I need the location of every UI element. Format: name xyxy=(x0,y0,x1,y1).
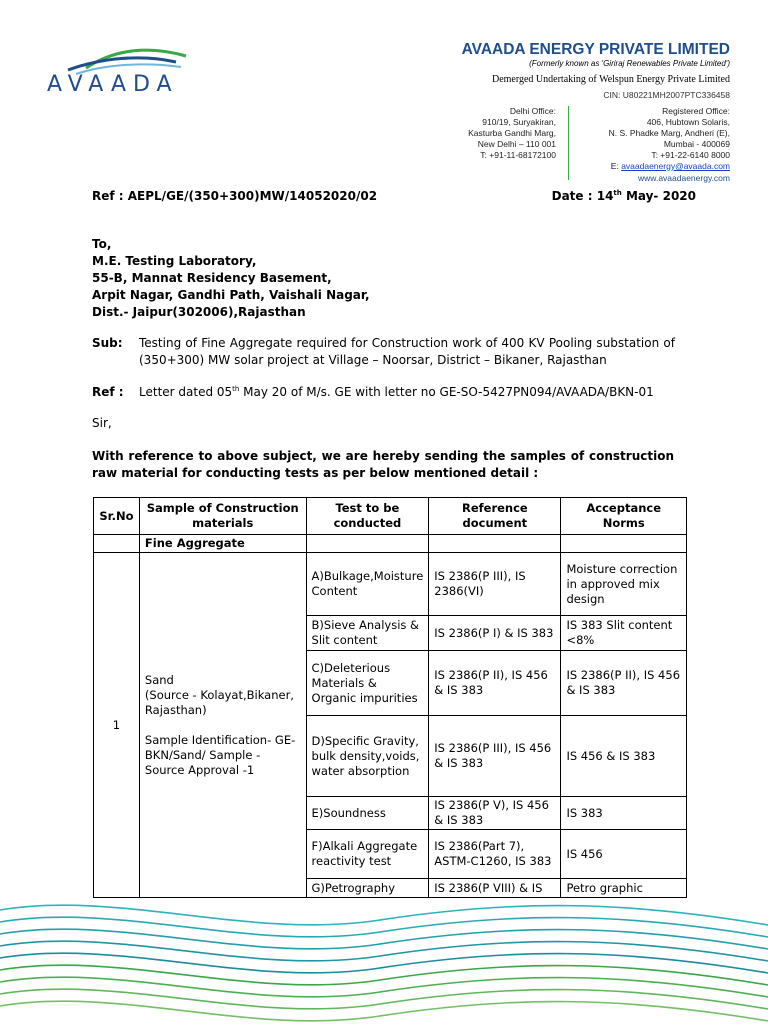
test-cell: F)Alkali Aggregate reactivity test xyxy=(306,830,429,879)
company-name: AVAADA ENERGY PRIVATE LIMITED xyxy=(461,41,730,58)
reference-cell: IS 2386(P VIII) & IS xyxy=(429,879,561,898)
reference-cell: IS 2386(Part 7), ASTM-C1260, IS 383 xyxy=(429,830,561,879)
test-cell: B)Sieve Analysis & Slit content xyxy=(306,616,429,651)
subject-text: Testing of Fine Aggregate required for Construction work of 400 KV Pooling substation of (350+300) MW solar project at Village – Noorsar, District – Bikaner, Rajasthan xyxy=(139,336,675,367)
header-sample: Sample of Construction materials xyxy=(139,498,306,535)
test-cell: G)Petrography xyxy=(306,879,429,898)
header-reference: Reference document xyxy=(429,498,561,535)
footer-wave-decoration xyxy=(0,880,768,1024)
materials-table xyxy=(93,497,687,898)
company-demerged: Demerged Undertaking of Welspun Energy Private Limited xyxy=(491,74,730,85)
company-formerly: (Formerly known as 'Giriraj Renewables Private Limited') xyxy=(529,59,730,68)
sr-no-cell: 1 xyxy=(94,553,140,898)
table-header-row xyxy=(94,498,687,535)
logo-wordmark: AVAADA xyxy=(47,72,179,97)
table-row xyxy=(94,553,687,616)
header-test: Test to be conducted xyxy=(306,498,429,535)
reference-cell: IS 2386(P III), IS 456 & IS 383 xyxy=(429,716,561,797)
office-divider xyxy=(568,106,569,180)
sample-cell: Sand (Source - Kolayat,Bikaner, Rajasthan) Sample Identification- GE-BKN/Sand/ Sample - Source Approval -1 xyxy=(139,553,306,898)
header-acceptance: Acceptance Norms xyxy=(561,498,687,535)
delhi-office-address: Delhi Office: 910/19, Suryakiran, Kasturba Gandhi Marg, New Delhi – 110 001 T: +91-11-68172100 xyxy=(468,106,556,160)
test-cell: D)Specific Gravity, bulk density,voids, water absorption xyxy=(306,716,429,797)
intro-paragraph: With reference to above subject, we are hereby sending the samples of construction raw material for conducting tests as per below mentioned detail : xyxy=(92,449,674,480)
norm-cell: Moisture correction in approved mix design xyxy=(561,553,687,616)
header-sr-no: Sr.No xyxy=(94,498,140,535)
norm-cell: IS 383 xyxy=(561,797,687,830)
test-cell: C)Deleterious Materials & Organic impurities xyxy=(306,651,429,716)
reference-cell: IS 2386(P III), IS 2386(VI) xyxy=(429,553,561,616)
email-link[interactable]: avaadaenergy@avaada.com xyxy=(621,161,730,171)
reference-cell: IS 2386(P II), IS 456 & IS 383 xyxy=(429,651,561,716)
letter-ref: Ref : AEPL/GE/(350+300)MW/14052020/02 xyxy=(92,189,378,203)
salutation: Sir, xyxy=(92,416,112,430)
norm-cell: IS 456 xyxy=(561,830,687,879)
category-row xyxy=(94,535,687,553)
reference-cell: IS 2386(P I) & IS 383 xyxy=(429,616,561,651)
reference-text: Letter dated 05th May 20 of M/s. GE with letter no GE-SO-5427PN094/AVAADA/BKN-01 xyxy=(139,385,654,399)
reference-cell: IS 2386(P V), IS 456 & IS 383 xyxy=(429,797,561,830)
website-link[interactable]: www.avaadaenergy.com xyxy=(638,173,730,183)
company-cin: CIN: U80221MH2007PTC336458 xyxy=(603,90,730,100)
test-cell: E)Soundness xyxy=(306,797,429,830)
norm-cell: IS 456 & IS 383 xyxy=(561,716,687,797)
test-cell: A)Bulkage,Moisture Content xyxy=(306,553,429,616)
category-label: Fine Aggregate xyxy=(139,535,306,553)
norm-cell: IS 383 Slit content <8% xyxy=(561,616,687,651)
norm-cell: IS 2386(P II), IS 456 & IS 383 xyxy=(561,651,687,716)
norm-cell: Petro graphic xyxy=(561,879,687,898)
reference-label: Ref : xyxy=(92,385,124,399)
subject-label: Sub: xyxy=(92,336,123,350)
letter-date: Date : 14th May- 2020 xyxy=(551,189,696,203)
registered-office-address: Registered Office: 406, Hubtown Solaris, N. S. Phadke Marg, Andheri (E), Mumbai - 400069 T: +91-22-6140 8000 E: avaadaenergy@avaada.com xyxy=(608,106,730,171)
recipient-address: To, M.E. Testing Laboratory, 55-B, Mannat Residency Basement, Arpit Nagar, Gandhi Path, Vaishali Nagar, Dist.- Jaipur(302006),Rajasthan xyxy=(92,237,370,319)
